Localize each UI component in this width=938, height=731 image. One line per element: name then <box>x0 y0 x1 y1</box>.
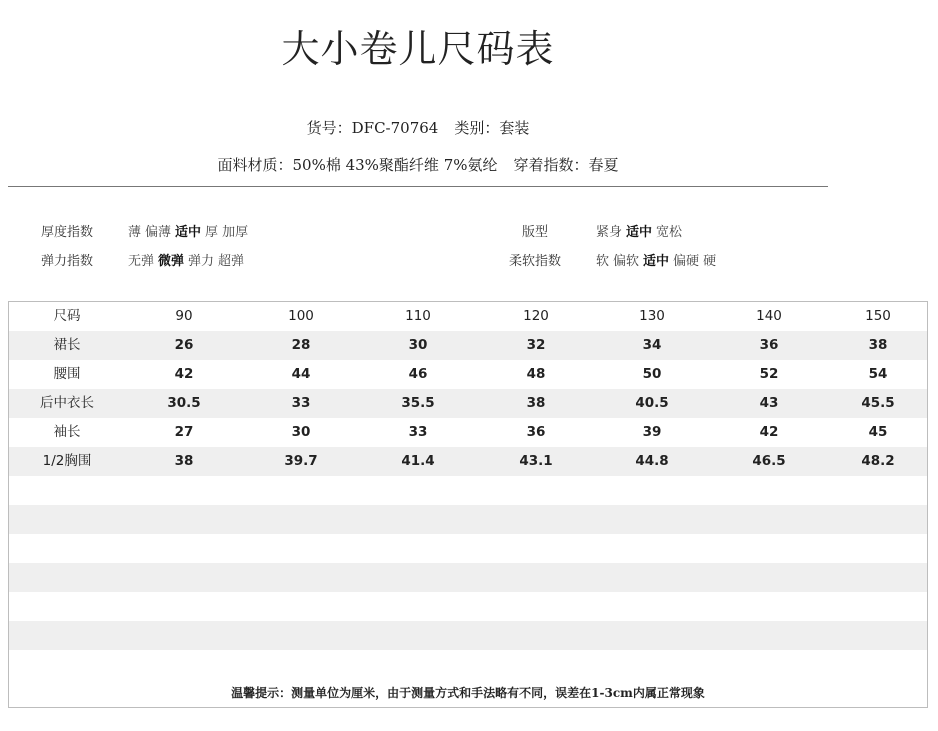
softness-option-4: 硬 <box>703 254 717 269</box>
row-label-cell: 裙长 <box>53 337 81 353</box>
table-cell: 48 <box>526 366 546 382</box>
header-cell: 140 <box>756 308 782 324</box>
elasticity-option-3: 超弹 <box>218 254 245 269</box>
table-empty-row <box>9 621 927 650</box>
table-cell: 45 <box>868 424 888 440</box>
table-cell: 33 <box>291 395 311 411</box>
row-label-cell: 1/2胸围 <box>42 453 92 469</box>
softness-option-1: 偏软 <box>613 254 640 269</box>
header-cell: 150 <box>865 308 891 324</box>
header-cell: 110 <box>405 308 431 324</box>
table-cell: 39 <box>642 424 662 440</box>
table-empty-row <box>9 505 927 534</box>
table-cell: 45.5 <box>861 395 895 411</box>
table-cell: 39.7 <box>284 453 318 469</box>
elasticity-label: 弹力指数 <box>40 254 93 269</box>
table-cell: 36 <box>526 424 546 440</box>
table-cell: 48.2 <box>861 453 895 469</box>
table-cell: 50 <box>642 366 662 382</box>
item-number: 货号：DFC-70764 <box>306 119 439 137</box>
fit-option-0: 紧身 <box>596 225 623 240</box>
row-label-cell: 腰围 <box>53 366 81 382</box>
table-cell: 52 <box>759 366 779 382</box>
thickness-options <box>128 221 252 240</box>
size-table <box>8 301 928 708</box>
season-index: 穿着指数：春夏 <box>513 156 619 174</box>
fabric-composition: 面料材质：50%棉 43%聚酯纤维 7%氨纶 <box>217 156 498 174</box>
thickness-option-2: 适中 <box>175 225 202 240</box>
thickness-option-1: 偏薄 <box>145 225 172 240</box>
table-cell: 41.4 <box>401 453 435 469</box>
table-cell: 44 <box>291 366 311 382</box>
fit-option-1: 适中 <box>626 225 653 240</box>
table-cell: 27 <box>174 424 194 440</box>
table-cell: 42 <box>174 366 194 382</box>
product-meta-line-1 <box>0 117 836 138</box>
table-cell: 35.5 <box>401 395 435 411</box>
table-row <box>9 447 927 476</box>
category: 类别：套装 <box>454 119 530 137</box>
table-cell: 30.5 <box>167 395 201 411</box>
table-cell: 38 <box>868 337 888 353</box>
table-cell: 40.5 <box>635 395 669 411</box>
thickness-label: 厚度指数 <box>40 225 93 240</box>
elasticity-option-2: 弹力 <box>188 254 215 269</box>
table-cell: 46.5 <box>752 453 786 469</box>
divider <box>8 186 828 187</box>
thickness-option-3: 厚 <box>205 225 219 240</box>
fit-option-2: 宽松 <box>656 225 683 240</box>
elasticity-option-0: 无弹 <box>128 254 155 269</box>
table-cell: 44.8 <box>635 453 669 469</box>
softness-option-3: 偏硬 <box>673 254 700 269</box>
table-cell: 30 <box>408 337 428 353</box>
softness-label: 柔软指数 <box>508 254 561 269</box>
fit-label: 版型 <box>521 225 548 240</box>
table-cell: 28 <box>291 337 311 353</box>
table-cell: 43.1 <box>519 453 553 469</box>
header-cell: 尺码 <box>53 308 81 324</box>
header-cell: 120 <box>523 308 549 324</box>
softness-option-2: 适中 <box>643 254 670 269</box>
header-cell: 130 <box>639 308 665 324</box>
softness-options <box>596 250 720 269</box>
thickness-option-0: 薄 <box>128 225 142 240</box>
table-row <box>9 418 927 447</box>
table-row <box>9 360 927 389</box>
table-cell: 43 <box>759 395 779 411</box>
table-row <box>9 389 927 418</box>
table-cell: 36 <box>759 337 779 353</box>
row-label-cell: 袖长 <box>53 424 81 440</box>
page-title: 大小卷儿尺码表 <box>281 27 555 71</box>
table-cell: 30 <box>291 424 311 440</box>
table-cell: 26 <box>174 337 194 353</box>
table-empty-row <box>9 534 927 563</box>
thickness-option-4: 加厚 <box>222 225 249 240</box>
table-cell: 34 <box>642 337 662 353</box>
table-cell: 38 <box>174 453 194 469</box>
measurement-note: 温馨提示：测量单位为厘米，由于测量方式和手法略有不同，误差在1-3cm内属正常现象 <box>231 686 705 700</box>
table-header-row <box>9 302 927 331</box>
softness-option-0: 软 <box>596 254 610 269</box>
fit-options <box>596 221 686 240</box>
table-cell: 46 <box>408 366 428 382</box>
table-cell: 33 <box>408 424 428 440</box>
table-empty-row <box>9 563 927 592</box>
header-cell: 100 <box>288 308 314 324</box>
table-empty-row <box>9 650 927 679</box>
elasticity-options <box>128 250 248 269</box>
table-cell: 42 <box>759 424 779 440</box>
product-meta-line-2 <box>0 154 836 175</box>
row-label-cell: 后中衣长 <box>40 395 94 411</box>
table-cell: 32 <box>526 337 546 353</box>
table-empty-row <box>9 476 927 505</box>
table-cell: 54 <box>868 366 888 382</box>
table-cell: 38 <box>526 395 546 411</box>
table-row <box>9 331 927 360</box>
elasticity-option-1: 微弹 <box>158 254 185 269</box>
header-cell: 90 <box>175 308 193 324</box>
table-empty-row <box>9 592 927 621</box>
